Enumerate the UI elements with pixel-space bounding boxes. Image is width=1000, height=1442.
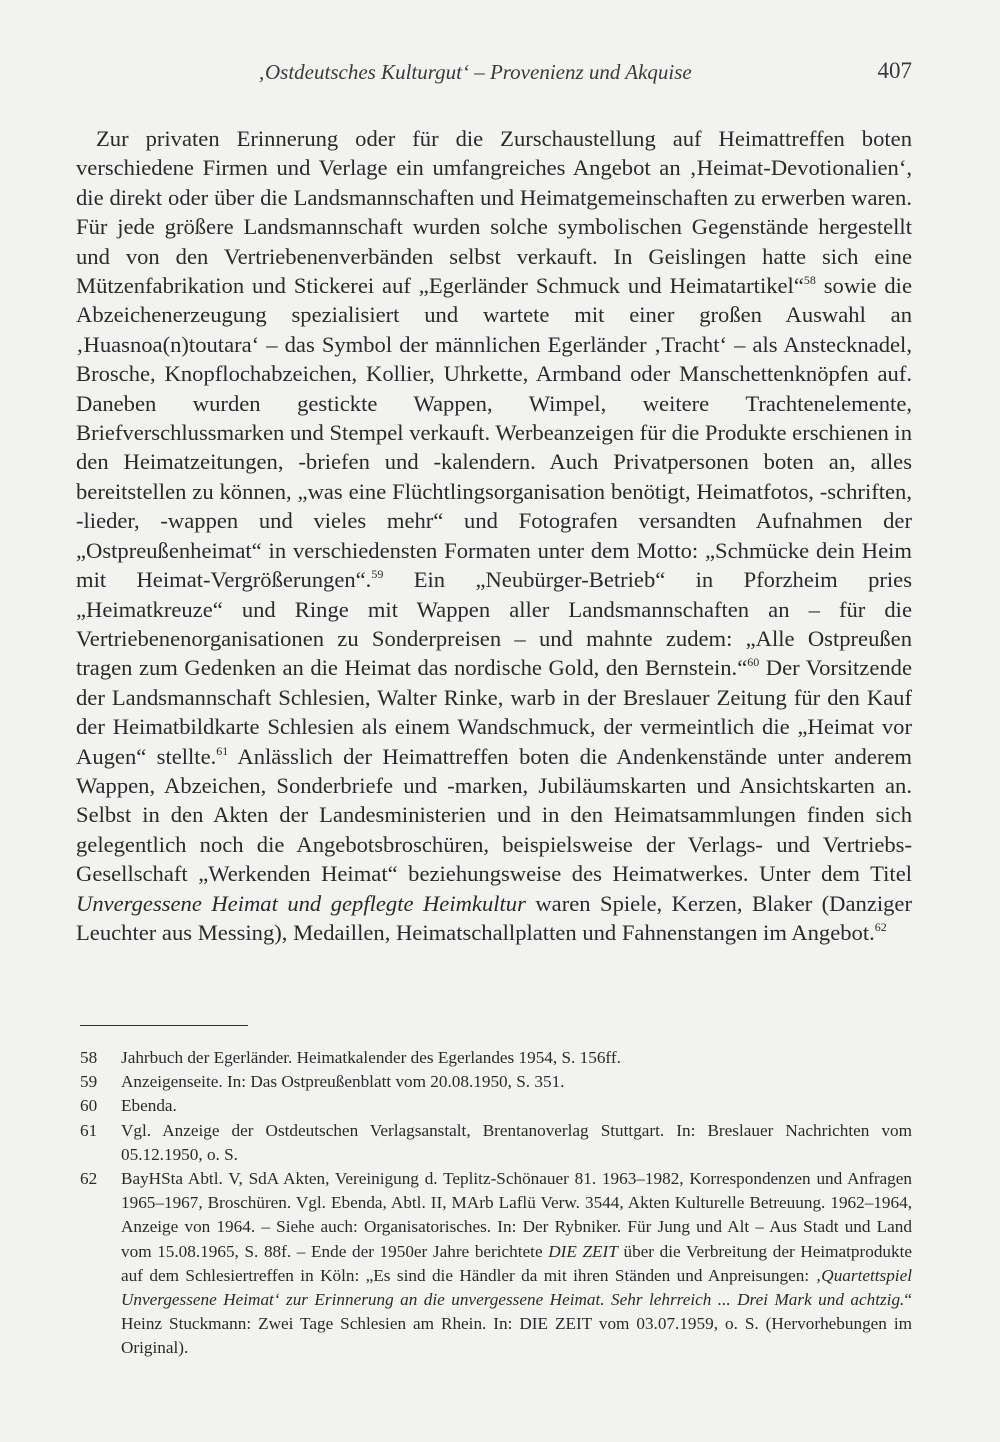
footnote-ref-60[interactable]: 60 [747, 655, 760, 670]
page-number: 407 [877, 58, 912, 83]
footnote-item [80, 1094, 912, 1118]
footnote-italic: ‚Quartettspiel Unvergessene Heimat‘ zur Erinnerung an die unvergessene Heimat. Sehr lehrreich ... Drei Mark und achtzig. [121, 1265, 912, 1310]
footnote-number: 62 [80, 1169, 98, 1189]
text-run: Der Vorsitzende der Landsmannschaft Schlesien, Walter Rinke, warb in der Breslauer Zeitung für den Kauf der Heimatbildkarte Schlesien als einem Wandschmuck, der vermeintlich die „Heimat vor Augen“ stellte. [76, 655, 912, 769]
footnote-ref-61[interactable]: 61 [216, 743, 229, 758]
footnote-text: BayHSta Abtl. V, SdA Akten, Vereinigung d. Teplitz-Schönauer 81. 1963–1982, Korrespondenzen und Anfragen 1965–1967, Broschüren. Vgl. Ebenda, Abtl. II, MArb Laflü Verw. 3544, Akten Kulturelle Betreuung. 1962–1964, Anzeige von 1964. – Siehe auch: Organisatorisches. In: Der Rybniker. Für Jung und Alt – Aus Stadt und Land vom 15.08.1965, S. 88f. – Ende der 1950er Jahre berichtete [121, 1169, 912, 1261]
text-run: Zur privaten Erinnerung oder für die Zurschaustellung auf Heimattreffen boten verschiedene Firmen und Verlage ein umfangreiches Angebot an ‚Heimat-Devotionalien‘, die direkt oder über die Landsmannschaften und Heimatgemeinschaften zu erwerben waren. Für jede größere Landsmannschaft wurden solche symbolischen Gegenstände hergestellt und von den Vertriebenenverbänden selbst verkauft. In Geislingen hatte sich eine Mützenfabrikation und Stickerei auf „Egerländer Schmuck und Heimatartikel“ [76, 126, 912, 299]
footnote-number: 61 [80, 1120, 98, 1140]
running-head [76, 58, 912, 88]
footnote-number: 59 [80, 1072, 98, 1092]
footnote-number: 60 [80, 1096, 98, 1116]
italic-title: Unvergessene Heimat und gepflegte Heimkultur [76, 890, 526, 916]
footnote-ref-59[interactable]: 59 [371, 567, 384, 582]
text-run: Anlässlich der Heimattreffen boten die Andenkenstände unter anderem Wappen, Abzeichen, Sonderbriefe und -marken, Jubiläumskarten und Ansichtskarten an. Selbst in den Akten der Landesministerien und in den Heimatsammlungen finden sich gelegentlich noch die Angebotsbroschüren, beispielsweise der Verlags- und Vertriebs-Gesellschaft „Werkenden Heimat“ beziehungsweise des Heimatwerkes. Unter dem Titel [76, 743, 912, 887]
running-title: ‚Ostdeutsches Kulturgut‘ – Provenienz und Akquise [258, 60, 692, 84]
footnote-item [80, 1167, 912, 1361]
text-run: Ein „Neubürger-Betrieb“ in Pforzheim pries „Heimatkreuze“ und Ringe mit Wappen aller Landsmannschaften an – für die Vertriebenenorganisationen zu Sonderpreisen – und mahnte zudem: „Alle Ostpreußen tragen zum Gedenken an die Heimat das nordische Gold, den Bernstein.“ [76, 567, 912, 681]
footnote-item [80, 1070, 912, 1094]
footnote-item [80, 1119, 912, 1167]
footnote-number: 58 [80, 1048, 98, 1067]
footnotes [80, 1046, 912, 1361]
footnote-text: “ Heinz Stuckmann: Zwei Tage Schlesien am Rhein. In: DIE ZEIT vom 03.07.1959, o. S. (Hervorhebungen im Original). [121, 1290, 912, 1358]
footnote-text: Vgl. Anzeige der Ostdeutschen Verlagsanstalt, Brentanoverlag Stuttgart. In: Breslauer Nachrichten vom 05.12.1950, o. S. [121, 1120, 912, 1164]
paragraph [76, 124, 912, 947]
footnote-ref-58[interactable]: 58 [803, 273, 816, 288]
footnote-item [80, 1046, 912, 1070]
main-paragraph [76, 124, 912, 947]
footnote-text: Anzeigenseite. In: Das Ostpreußenblatt vom 20.08.1950, S. 351. [121, 1072, 565, 1092]
text-run: sowie die Abzeichenerzeugung spezialisiert und wartete mit einer großen Auswahl an ‚Huasnoa(n)toutara‘ – das Symbol der männlichen Egerländer ‚Tracht‘ – als Anstecknadel, Brosche, Knopflochabzeichen, Kollier, Uhrkette, Armband oder Manschettenknöpfen auf. Daneben wurden gestickte Wappen, Wimpel, weitere Trachtenelemente, Briefverschlussmarken und Stempel verkauft. Werbeanzeigen für die Produkte erschienen in den Heimatzeitungen, -briefen und -kalendern. Auch Privatpersonen boten an, alles bereitstellen zu können, „was eine Flüchtlingsorganisation benötigt, Heimatfotos, -schriften, -lieder, -wappen und vieles mehr“ und Fotografen versandten Aufnahmen der „Ostpreußenheimat“ in verschiedensten Formaten unter dem Motto: „Schmücke dein Heim mit Heimat-Vergrößerungen“. [76, 273, 912, 593]
footnote-text: über die Verbreitung der Heimatprodukte auf dem Schlesiertreffen in Köln: „Es sind die Händler da mit ihren Ständen und Anpreisungen: [121, 1241, 913, 1285]
footnote-divider [80, 1025, 248, 1026]
footnote-text: Jahrbuch der Egerländer. Heimatkalender des Egerlandes 1954, S. 156ff. [121, 1048, 621, 1067]
text-run: waren Spiele, Kerzen, Blaker (Danziger Leuchter aus Messing), Medaillen, Heimatschallplatten und Fahnenstangen im Angebot. [76, 890, 912, 945]
footnote-italic: DIE ZEIT [548, 1241, 618, 1261]
footnote-ref-62[interactable]: 62 [874, 919, 887, 934]
footnote-text: Ebenda. [121, 1096, 177, 1116]
